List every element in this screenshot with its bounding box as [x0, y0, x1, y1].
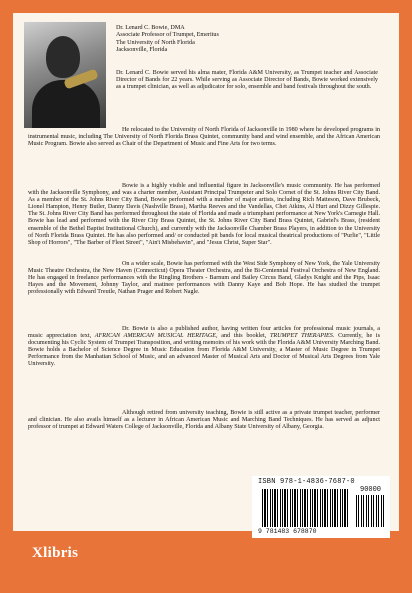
p5-text-a: Dr. Bowie is also a published author, having written four articles for professional music journals, a music appreciation text,: [28, 326, 380, 340]
author-photo-head-shape: [46, 36, 80, 78]
bio-paragraph-4: On a wider scale, Bowie has performed with the West Side Symphony of New York, the Yale University Music Theatre Orchestra, the New Haven (Connecticut) Opera Theater Orchestra, and the Bi-Centennial Festival Orchestra of New England. He has engaged in freelance performances with the Ringling Brothers - Barnum and Bailey Circus Band, Gladys Knight and the Pips, Isaac Hayes and the Movement, Johnny Taylor, and matinee performances with Danny Kaye and Bob Hope. He has studied the trumpet professionally with Edward Treutle, Nathan Prager and Robert Nagle.: [28, 261, 380, 296]
author-header: [116, 25, 326, 54]
p5-text-c: . Currently, he is documenting his Cyclic System of Trumpet Transposition, and writing memoirs of his work with the Florida A&M University Marching Band. Bowie holds a Bachelor of Science Degree in Music Education from Florida A&M University, a Master of Music Degree in Trumpet Performance from the Manhattan School of Music, and an advanced Master of Musical Arts and Doctor of Musical Arts Degrees from Yale University.: [28, 333, 380, 368]
author-location: Jacksonville, Florida: [116, 46, 168, 53]
book-title-trumpet-therapies: TRUMPET THERAPIES: [269, 333, 333, 340]
author-photo: [24, 22, 106, 128]
author-title: Associate Professor of Trumpet, Emeritus: [116, 32, 219, 39]
p5-text-b: , and this booklet,: [216, 333, 270, 340]
xlibris-logo: Xlibris: [32, 545, 79, 561]
barcode-bars: [262, 489, 350, 527]
price-barcode-bars: [356, 495, 386, 527]
ean-digits: 9 781483 678870: [258, 528, 317, 535]
bio-paragraph-6: Although retired from university teaching, Bowie is still active as a private trumpet teacher, performer and clinician. He also avails himself as a lecturer in African American Music and Marching Band Techniques. He has served as adjunct professor of trumpet at Edward Waters College of Jacksonville, Florida and Albany State University of Albany, Georgia.: [28, 410, 380, 431]
book-title-heritage: AFRICAN AMERICAN MUSICAL HERITAGE: [94, 333, 217, 340]
bio-paragraph-5: [28, 326, 380, 369]
bio-paragraph-1: Dr. Lenard C. Bowie served his alma mater, Florida A&M University, as Trumpet teacher and Associate Director of Bands for 22 years. While serving as Associate Director of Bands, Bowie worked extensively as a trumpet clinician, as well as adjudicator for solo, ensemble and band festivals throughout the south.: [116, 70, 378, 91]
isbn-text: ISBN 978-1-4836-7687-0: [258, 478, 355, 486]
bio-paragraph-3: Bowie is a highly visible and influential figure in Jacksonville's music community. He has performed with the Jacksonville Symphony, and was a charter member, Assistant Principal Trumpeter and Solo Cornet of the St. Johns River City Band. As a member of the St. Johns River City Band, Bowie performed with a number of major artists, including Rich Matteson, Dave Brubeck, Lionel Hampton, Henry Butler, Danny Davis (Nashville Brass), Martha Reeves and the Vandellas, Chet Atkins, Al Hurt and Dizzy Gillespie. The St. Johns River City Band has performed throughout the state of Florida and made a triumphant performance at New York's Carnegie Hall. Bowie has lead and performed with the River City Brass Quintet, the St. Johns River City Band Brass Quintet, Gabriel's Brass, (resident ensemble of the Bethel Baptist Institutional Church), and currently with the Jacksonville Chamber Brass Players, in addition to the University of North Florida Brass Quintet. He has also performed and/ or conducted pit bands for local musical theatrical productions of "Purlie", "Little Shop of Horrors", "The Barber of Fleet Street", "Ain't Misbehavin", and "Jesus Christ, Super Star".: [28, 183, 380, 246]
author-name: Dr. Lenard C. Bowie, DMA: [116, 25, 185, 31]
author-institution: The University of North Florida: [116, 39, 195, 46]
price-code: 90000: [360, 486, 382, 494]
bio-paragraph-2: He relocated to the University of North Florida of Jacksonville in 1980 where he developed programs in instrumental music, including The University of North Florida Brass Quintet, community band and wind ensemble, and the African American Music Program. Bowie also served as Chair of the Department of Music and Fine Arts for two terms.: [28, 127, 380, 148]
